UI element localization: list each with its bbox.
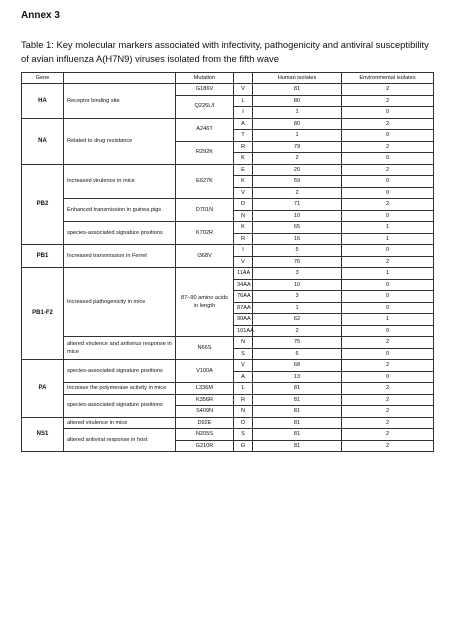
table-cell: N	[234, 337, 253, 349]
table-cell: 81	[253, 440, 342, 452]
table-cell: 0	[342, 291, 434, 303]
table-cell: 5	[253, 245, 342, 257]
table-cell: 6	[253, 348, 342, 360]
markers-table	[21, 72, 434, 452]
description-cell: Increase the polymerase activity in mice	[64, 383, 176, 395]
table-cell: 59	[253, 176, 342, 188]
table-cell: 2	[342, 84, 434, 96]
table-cell: I368V	[176, 245, 234, 268]
table-cell: N	[234, 210, 253, 222]
table-row	[22, 164, 434, 176]
table-cell: 2	[342, 394, 434, 406]
table-cell: R	[234, 141, 253, 153]
table-cell: 2	[342, 383, 434, 395]
table-cell: 87AA	[234, 302, 253, 314]
table-cell: 2	[342, 417, 434, 429]
table-cell: 2	[342, 199, 434, 211]
table-cell: V100A	[176, 360, 234, 383]
table-cell: 0	[342, 187, 434, 199]
table-cell: N205S	[176, 429, 234, 441]
table-cell: I	[234, 107, 253, 119]
table-cell: S	[234, 348, 253, 360]
table-cell: K	[234, 153, 253, 165]
table-cell: 81	[253, 406, 342, 418]
table-cell: 76	[253, 256, 342, 268]
table-cell: 2	[342, 95, 434, 107]
table-cell: 0	[342, 245, 434, 257]
table-cell: 81	[253, 429, 342, 441]
table-cell: A	[234, 118, 253, 130]
table-row	[22, 394, 434, 406]
table-cell: 1	[253, 302, 342, 314]
table-cell: L	[234, 95, 253, 107]
table-cell: 0	[342, 371, 434, 383]
table-cell: 0	[342, 210, 434, 222]
table-cell: T	[234, 130, 253, 142]
table-row	[22, 268, 434, 280]
table-cell: 81	[253, 417, 342, 429]
table-row	[22, 337, 434, 349]
table-cell: 87–90 amino acids in length	[176, 268, 234, 337]
table-cell: K	[234, 176, 253, 188]
header-mutation: Mutation	[176, 73, 234, 84]
table-cell: I	[234, 245, 253, 257]
table-cell: D	[234, 199, 253, 211]
table-cell: 81	[253, 84, 342, 96]
table-cell: 0	[342, 153, 434, 165]
table-cell: 1	[342, 222, 434, 234]
table-row	[22, 429, 434, 441]
table-row	[22, 84, 434, 96]
header-human-isolates: Human isolates	[253, 73, 342, 84]
table-cell: 75	[253, 337, 342, 349]
table-cell: L	[234, 383, 253, 395]
table-cell: S	[234, 429, 253, 441]
table-cell: 1	[253, 130, 342, 142]
table-cell: 80	[253, 95, 342, 107]
table-cell: 76AA	[234, 291, 253, 303]
table-cell: 81	[253, 383, 342, 395]
table-cell: G210R	[176, 440, 234, 452]
description-cell: species-associated signature positions	[64, 394, 176, 417]
table-cell: G186V	[176, 84, 234, 96]
table-row	[22, 199, 434, 211]
description-cell: Receptor binding site	[64, 84, 176, 119]
table-row	[22, 360, 434, 372]
annex-heading: Annex 3	[21, 10, 60, 21]
table-cell: 2	[342, 164, 434, 176]
table-cell: 1	[342, 268, 434, 280]
header-description	[64, 73, 176, 84]
table-cell: V	[234, 256, 253, 268]
table-cell: 2	[342, 360, 434, 372]
table-cell: 0	[342, 107, 434, 119]
table-cell: 0	[342, 302, 434, 314]
description-cell: Increased transmission in Ferret	[64, 245, 176, 268]
description-cell: altered antiviral response in host	[64, 429, 176, 452]
table-cell: 2	[342, 118, 434, 130]
description-cell: Enhanced transmission in guinea pigs	[64, 199, 176, 222]
table-cell: R292K	[176, 141, 234, 164]
table-cell: V	[234, 187, 253, 199]
table-cell: 71	[253, 199, 342, 211]
table-cell: V	[234, 84, 253, 96]
table-cell: 79	[253, 141, 342, 153]
description-cell: Increased pathogenicity in mice	[64, 268, 176, 337]
table-cell: 68	[253, 360, 342, 372]
table-cell: 81	[253, 394, 342, 406]
table-caption: Table 1: Key molecular markers associated with infectivity, pathogenicity and antiviral susceptibility of avian influenza A(H7N9) viruses isolated from the fifth wave	[21, 39, 429, 64]
table-cell: K356R	[176, 394, 234, 406]
table-cell: E	[234, 164, 253, 176]
table-cell: 1	[253, 107, 342, 119]
table-cell: E627K	[176, 164, 234, 199]
table-cell: 65	[253, 222, 342, 234]
table-cell: 80	[253, 118, 342, 130]
table-cell: 13	[253, 371, 342, 383]
table-row	[22, 222, 434, 234]
table-cell: 11AA	[234, 268, 253, 280]
table-cell: 101AA	[234, 325, 253, 337]
header-environmental-isolates: Environmental isolates	[342, 73, 434, 84]
table-header-row	[22, 73, 434, 84]
table-cell: 2	[253, 187, 342, 199]
table-cell: V	[234, 360, 253, 372]
table-cell: R	[234, 394, 253, 406]
table-cell: 2	[342, 406, 434, 418]
table-cell: 0	[342, 279, 434, 291]
table-cell: 10	[253, 210, 342, 222]
table-cell: 0	[342, 348, 434, 360]
description-cell: Related to drug resistance	[64, 118, 176, 164]
table-cell: K702R	[176, 222, 234, 245]
table-cell: A	[234, 371, 253, 383]
table-cell: A246T	[176, 118, 234, 141]
table-cell: 2	[342, 429, 434, 441]
table-row	[22, 417, 434, 429]
table-cell: 62	[253, 314, 342, 326]
table-cell: L336M	[176, 383, 234, 395]
table-cell: 1	[342, 233, 434, 245]
table-cell: D701N	[176, 199, 234, 222]
table-cell: N66S	[176, 337, 234, 360]
table-row	[22, 118, 434, 130]
table-body	[22, 84, 434, 452]
table-cell: 1	[342, 314, 434, 326]
table-cell: 0	[342, 130, 434, 142]
header-gene: Gene	[22, 73, 64, 84]
table-row	[22, 383, 434, 395]
description-cell: altered virulence in mice	[64, 417, 176, 429]
gene-cell: NS1	[22, 417, 64, 452]
table-cell: 2	[342, 440, 434, 452]
table-cell: D92E	[176, 417, 234, 429]
table-cell: Q226L/I	[176, 95, 234, 118]
header-residue	[234, 73, 253, 84]
table-cell: 20	[253, 164, 342, 176]
description-cell: altered virulence and antivirus response in mice	[64, 337, 176, 360]
description-cell: species-associated signature positions	[64, 222, 176, 245]
table-cell: 2	[253, 325, 342, 337]
table-cell: 3	[253, 268, 342, 280]
table-cell: 2	[342, 141, 434, 153]
table-cell: 3	[253, 291, 342, 303]
table-cell: 2	[342, 337, 434, 349]
gene-cell: PB1-F2	[22, 268, 64, 360]
table-cell: 0	[342, 325, 434, 337]
description-cell: species-associated signature positions	[64, 360, 176, 383]
table-cell: K	[234, 222, 253, 234]
table-cell: 90AA	[234, 314, 253, 326]
table-cell: 34AA	[234, 279, 253, 291]
description-cell: Increased virulence in mice	[64, 164, 176, 199]
table-cell: 16	[253, 233, 342, 245]
table-cell: 10	[253, 279, 342, 291]
table-cell: 0	[342, 176, 434, 188]
table-row	[22, 245, 434, 257]
table-cell: R	[234, 233, 253, 245]
table-cell: G	[234, 440, 253, 452]
table-cell: 2	[253, 153, 342, 165]
gene-cell: NA	[22, 118, 64, 164]
table-cell: D	[234, 417, 253, 429]
table-cell: S409N	[176, 406, 234, 418]
gene-cell: PA	[22, 360, 64, 418]
table-cell: 2	[342, 256, 434, 268]
gene-cell: PB1	[22, 245, 64, 268]
gene-cell: HA	[22, 84, 64, 119]
gene-cell: PB2	[22, 164, 64, 245]
table-cell: N	[234, 406, 253, 418]
